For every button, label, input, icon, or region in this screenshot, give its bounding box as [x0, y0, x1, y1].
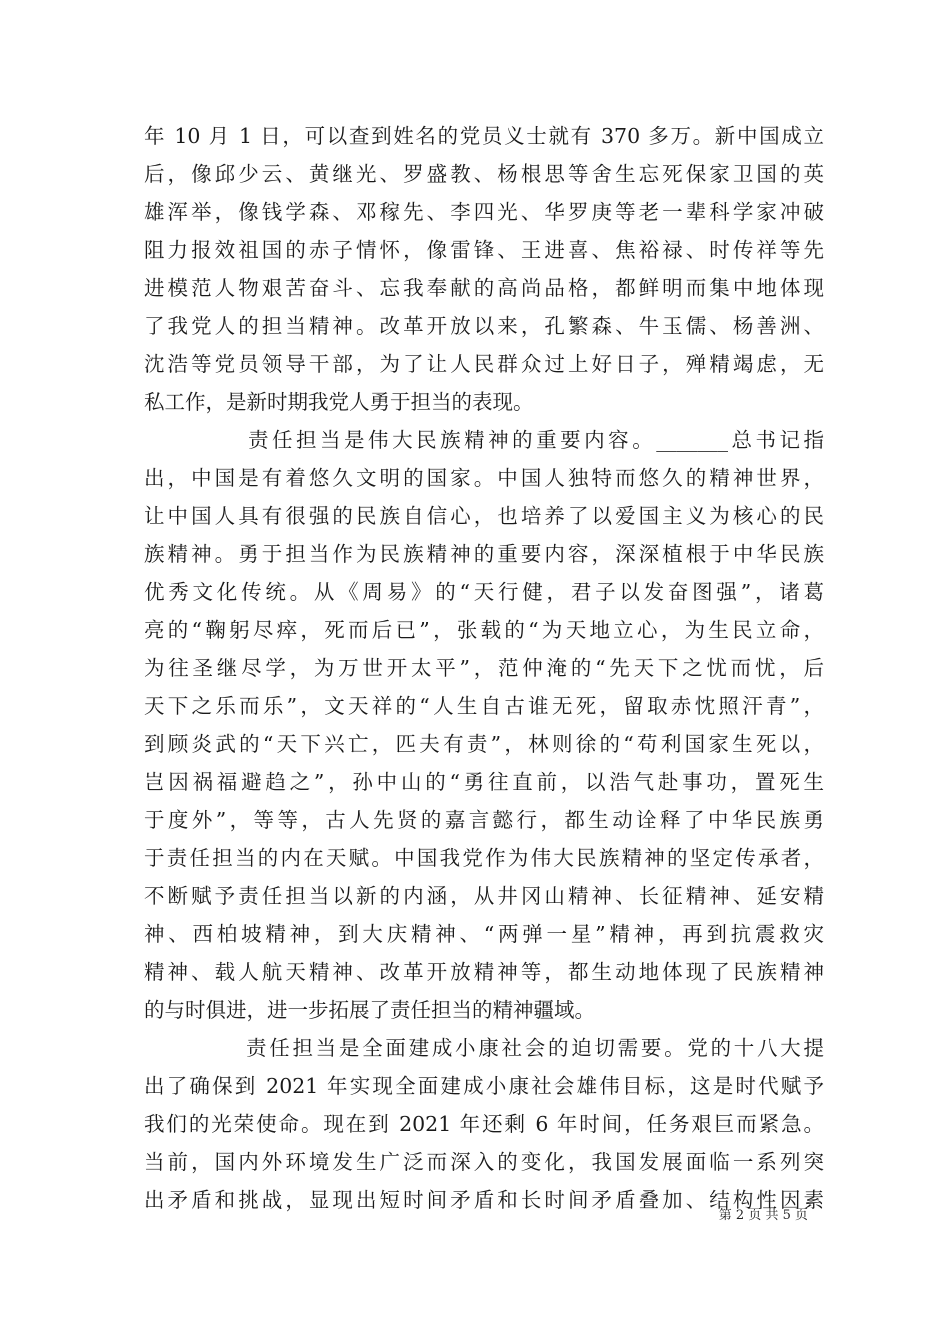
text-line: 到顾炎武的“天下兴亡，匹夫有责”，林则徐的“苟利国家生死以， [144, 732, 824, 756]
text-line: 了我党人的担当精神。改革开放以来，孔繁森、牛玉儒、杨善洲、 [144, 314, 824, 338]
text-line: 出了确保到 2021 年实现全面建成小康社会雄伟目标，这是时代赋予 [144, 1074, 824, 1098]
text-line: 不断赋予责任担当以新的内涵，从井冈山精神、长征精神、延安精 [144, 884, 824, 908]
text-line: 于度外”，等等，古人先贤的嘉言懿行，都生动诠释了中华民族勇 [144, 808, 824, 832]
text-line: 私工作，是新时期我党人勇于担当的表现。 [144, 390, 534, 414]
text-line: 让中国人具有很强的民族自信心，也培养了以爱国主义为核心的民 [144, 504, 824, 528]
text-line: 雄浑举，像钱学森、邓稼先、李四光、华罗庚等老一辈科学家冲破 [144, 200, 824, 224]
text-line: 神、西柏坡精神，到大庆精神、“两弹一星”精神，再到抗震救灾 [144, 922, 824, 946]
text-line: 年 10 月 1 日，可以查到姓名的党员义士就有 370 多万。新中国成立 [144, 124, 824, 148]
text-line: 沈浩等党员领导干部，为了让人民群众过上好日子，殚精竭虑，无 [144, 352, 824, 376]
text-line: 于责任担当的内在天赋。中国我党作为伟大民族精神的坚定传承者， [144, 846, 824, 870]
text-line: 出矛盾和挑战，显现出短时间矛盾和长时间矛盾叠加、结构性因素 [144, 1188, 824, 1212]
text-line: 责任担当是全面建成小康社会的迫切需要。党的十八大提 [246, 1036, 824, 1060]
text-line: 为往圣继尽学，为万世开太平”，范仲淹的“先天下之忧而忧，后 [144, 656, 824, 680]
text-line: 的与时俱进，进一步拓展了责任担当的精神疆域。 [144, 998, 595, 1022]
text-line: 精神、载人航天精神、改革开放精神等，都生动地体现了民族精神 [144, 960, 824, 984]
page-number: 第 2 页 共 5 页 [718, 1208, 808, 1223]
text-line: 亮的“鞠躬尽瘁，死而后已”，张载的“为天地立心，为生民立命， [144, 618, 824, 642]
text-line: 后，像邱少云、黄继光、罗盛教、杨根思等舍生忘死保家卫国的英 [144, 162, 824, 186]
text-line: 当前，国内外环境发生广泛而深入的变化，我国发展面临一系列突 [144, 1150, 824, 1174]
text-line: 阻力报效祖国的赤子情怀，像雷锋、王进喜、焦裕禄、时传祥等先 [144, 238, 824, 262]
text-line: 出，中国是有着悠久文明的国家。中国人独特而悠久的精神世界， [144, 466, 824, 490]
text-line: 进模范人物艰苦奋斗、忘我奉献的高尚品格，都鲜明而集中地体现 [144, 276, 824, 300]
text-line: 族精神。勇于担当作为民族精神的重要内容，深深植根于中华民族 [144, 542, 824, 566]
text-line: 我们的光荣使命。现在到 2021 年还剩 6 年时间，任务艰巨而紧急。 [144, 1112, 824, 1136]
text-line: 天下之乐而乐”，文天祥的“人生自古谁无死，留取赤忱照汗青”， [144, 694, 824, 718]
text-line: 优秀文化传统。从《周易》的“天行健，君子以发奋图强”，诸葛 [144, 580, 824, 604]
text-line: 岂因祸福避趋之”，孙中山的“勇往直前，以浩气赴事功，置死生 [144, 770, 824, 794]
text-line: 责任担当是伟大民族精神的重要内容。_______总书记指 [248, 428, 824, 452]
